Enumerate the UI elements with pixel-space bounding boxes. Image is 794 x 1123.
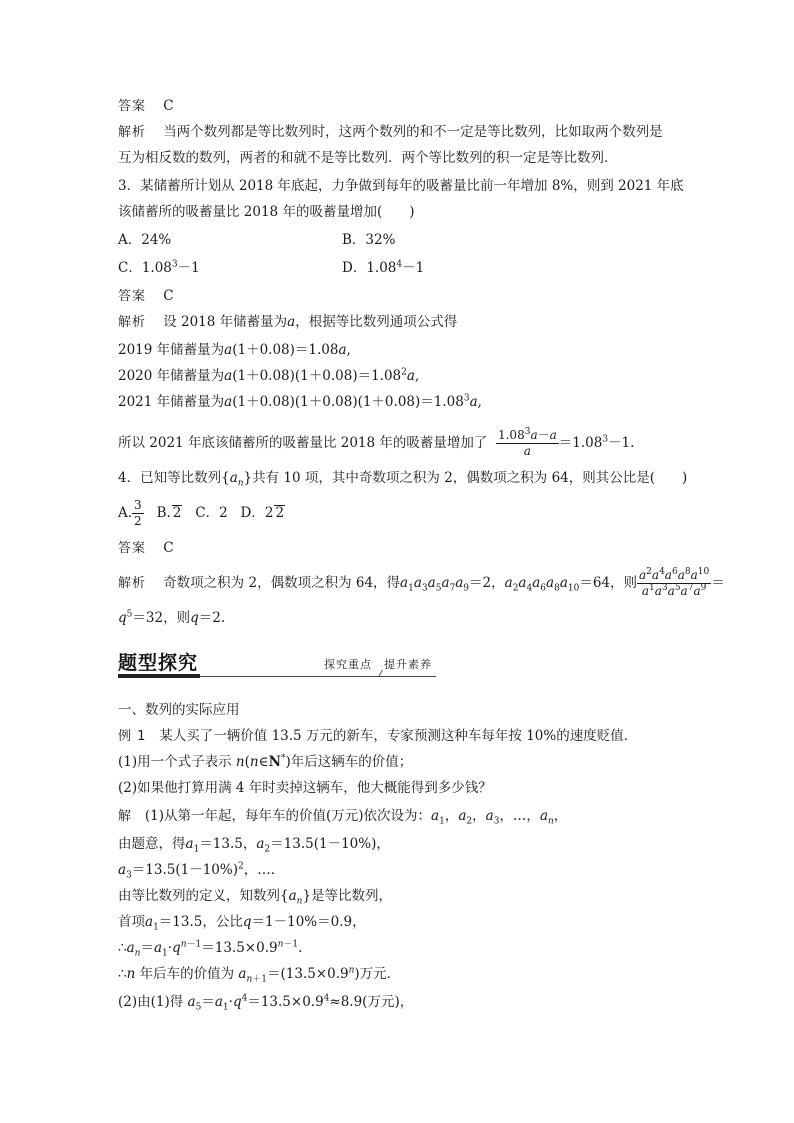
question-4-options [118, 498, 285, 529]
answer-value: C [163, 540, 174, 556]
answer-value: C [163, 288, 174, 304]
ratio-fraction: $\frac{a^2a^4a^6a^8a^{10}}{a^1a^3a^5a^7a^9}$ [639, 567, 710, 598]
question-3-line-1 [118, 176, 684, 196]
solution-line-8: (2)由(1)得 $a_5=a_1\cdot q^4=13.5\times 0.9^4\approx 8.9$(万元)， [118, 993, 414, 1013]
answer-line-4 [118, 538, 174, 559]
option-d-line [342, 258, 424, 278]
option-d: D．2 2 [240, 505, 285, 521]
section-header [118, 648, 436, 678]
analysis-label: 解析 [118, 125, 147, 140]
section-title: 题型探究 [118, 652, 199, 674]
solution-line-5: 首项$a_1=13.5$，公比q＝1－10%＝0.9， [118, 914, 366, 933]
option-b: B．32% [342, 232, 396, 248]
analysis-label: 解析 [118, 315, 147, 330]
question-text: 该储蓄所的吸蓄量比 2018 年的吸蓄量增加( ) [118, 204, 415, 220]
answer-line-3 [118, 286, 174, 307]
example-label: 例 1 [118, 729, 147, 744]
analysis-4-line-1: 解析 奇数项之积为 2，偶数项之积为 64，得$a_1a_3a_5a_7a_9=2$，$a_2a_4a_6a_8a_{10}=64$，则 $\frac{a^2a^4a^6a^8a^{10}}{a^1a^3a^5a^7a^9}$ ＝ [118, 567, 725, 598]
answer-label: 答案 [118, 541, 147, 556]
analysis-text: 互为相反数的数列，两者的和就不是等比数列．两个等比数列的积一定是等比数列． [118, 150, 618, 166]
question-3-line-2 [118, 202, 414, 222]
analysis-line-1 [118, 122, 663, 143]
section-title-bar [118, 674, 200, 678]
solution-line-6: $\therefore a_n=a_1\cdot q^{n-1}=13.5\times 0.9^{n-1}$. [118, 939, 303, 959]
analysis-label: 解析 [118, 576, 147, 591]
analysis-text: 当两个数列都是等比数列时，这两个数列的和不一定是等比数列，比如取两个数列是 [163, 124, 663, 140]
option-b: B. 2 [156, 505, 182, 521]
option-a: A．24% [118, 232, 172, 248]
example-1-question-2: (2)如果他打算用满 4 年时卖掉这辆车，他大概能得到多少钱？ [118, 780, 492, 796]
option-c: C．$1.08^3-1$ [118, 259, 200, 276]
option-a: A. $\frac{3}{2}$ [118, 498, 142, 528]
part-1-heading: 一、数列的实际应用 [118, 702, 240, 718]
solution-line-3: $a_3=13.5(1-10\%)^2$，…． [118, 861, 285, 881]
solution-line-7: ∴n 年后车的价值为 $a_{n+1}=(13.5\times 0.9^n)$万元． [118, 965, 401, 985]
solution-line-4: 由等比数列的定义，知数列$\{a_n\}$是等比数列， [118, 888, 393, 907]
section-rule [200, 676, 436, 677]
question-4-line-1: 4．已知等比数列$\{a_n\}$共有 10 项，其中奇数项之积为 2，偶数项之积为 64，则其公比是( ) [118, 470, 688, 489]
analysis-3-year-2021: 2021 年储蓄量为$a(1+0.08)(1+0.08)(1+0.08)=1.08^3a$, [118, 393, 482, 410]
question-text: 3．某储蓄所计划从 2018 年底起，力争做到每年的吸蓄量比前一年增加 8%，则到 2021 年底 [118, 178, 684, 194]
analysis-4-line-2: $q^5=32$，则q＝2. [118, 609, 226, 626]
option-d: D．$1.08^4-1$ [342, 259, 425, 276]
answer-label: 答案 [118, 289, 147, 304]
analysis-3-year-2019: 2019 年储蓄量为a(1＋0.08)＝1.08a, [118, 342, 351, 358]
analysis-3-year-2020: 2020 年储蓄量为$a(1+0.08)(1+0.08)=1.08^2a$, [118, 367, 420, 384]
section-subtitle: 探究重点 提升素养 [324, 658, 432, 671]
solution-label: 解 [118, 809, 133, 824]
analysis-line-2 [118, 148, 618, 168]
answer-value: C [163, 98, 174, 114]
analysis-3-intro: 解析 设 2018 年储蓄量为a，根据等比数列通项公式得 [118, 314, 458, 330]
growth-fraction: $\frac{1.08^3a-a}{a}$ [497, 427, 557, 458]
example-1-question-1: (1)用一个式子表示 n(n∈N*)年后这辆车的价值； [118, 753, 413, 770]
analysis-3-conclusion: 所以 2021 年底该储蓄所的吸蓄量比 2018 年的吸蓄量增加了 $\frac{1.08^3a-a}{a}$ $=1.08^3-1$. [118, 427, 635, 458]
question-3-options-cd [118, 258, 200, 278]
solution-line-1: 解 (1)从第一年起，每年车的价值(万元)依次设为：$a_1$，$a_2$，$a_3$，…，$a_n$， [118, 808, 568, 827]
answer-label: 答案 [118, 99, 147, 114]
question-3-options-ab [118, 230, 171, 250]
answer-line-1 [118, 96, 174, 117]
solution-line-2: 由题意，得$a_1=13.5$，$a_2=13.5(1-10\%)$， [118, 836, 390, 855]
example-1-statement: 例 1 某人买了一辆价值 13.5 万元的新车，专家预测这种车每年按 10%的速度贬值． [118, 728, 638, 744]
option-b-line [342, 230, 395, 250]
option-c: C．2 [195, 505, 228, 521]
